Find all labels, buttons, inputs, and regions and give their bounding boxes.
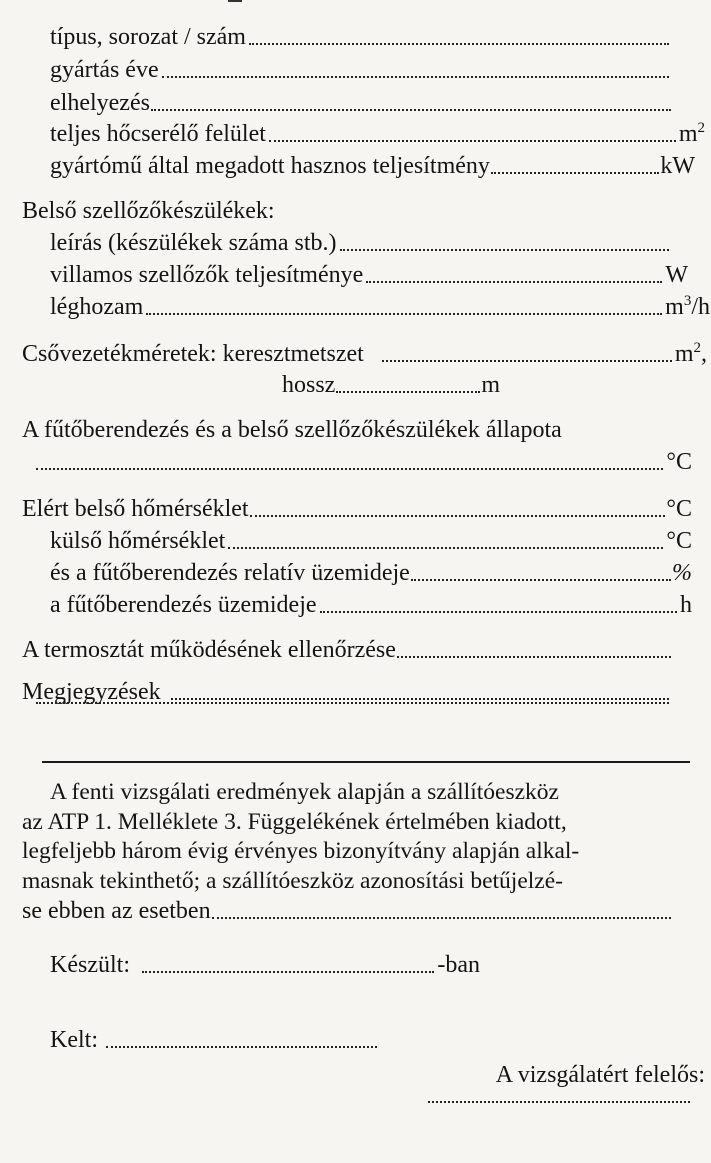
field-inner-temperature[interactable]	[22, 494, 692, 524]
field-made-in[interactable]	[50, 950, 480, 980]
field-label: típus, sorozat / szám	[50, 24, 246, 50]
field-outer-temperature[interactable]	[50, 526, 692, 556]
field-pipe-length[interactable]	[282, 370, 500, 400]
dotted-fill	[162, 76, 669, 78]
field-equipment-state-label: A fűtőberendezés és a belső szellőzőkészülékek állapota	[22, 417, 562, 443]
field-identification-mark[interactable]	[22, 896, 672, 926]
field-airflow[interactable]	[50, 292, 710, 322]
paragraph-line: A fenti vizsgálati eredmények alapján a szállítóeszköz	[50, 779, 559, 805]
field-unit: h	[680, 592, 692, 618]
dotted-fill	[382, 360, 672, 362]
field-label: léghozam	[50, 294, 144, 320]
dotted-fill	[249, 43, 669, 45]
dotted-fill	[142, 971, 434, 973]
dotted-fill	[320, 611, 677, 613]
field-equipment-state[interactable]	[36, 447, 692, 477]
certification-paragraph	[22, 778, 702, 896]
responsible-label: A vizsgálatért felelős:	[495, 1062, 705, 1088]
field-label: A termosztát működésének ellenőrzése	[22, 637, 396, 663]
dotted-fill	[269, 140, 676, 142]
field-unit: °C	[666, 496, 692, 522]
dotted-fill	[228, 547, 663, 549]
field-runtime[interactable]	[50, 590, 692, 620]
dotted-fill	[151, 109, 671, 111]
field-heat-exchanger-area[interactable]	[50, 119, 705, 149]
dotted-fill	[340, 249, 669, 251]
field-label: a fűtőberendezés üzemideje	[50, 592, 317, 618]
field-unit: %	[672, 560, 692, 586]
dotted-fill	[106, 1046, 377, 1048]
dotted-fill	[428, 1101, 690, 1103]
dotted-fill	[36, 702, 669, 704]
field-label: villamos szellőzők teljesítménye	[50, 262, 364, 288]
field-label: leírás (készülékek száma stb.)	[50, 230, 337, 256]
dotted-fill	[250, 515, 666, 517]
field-signature[interactable]	[428, 1108, 690, 1110]
field-label: Megjegyzések	[22, 679, 161, 705]
field-label: gyártás éve	[50, 57, 159, 83]
field-unit: kW	[660, 153, 695, 179]
field-date[interactable]	[50, 1025, 380, 1055]
field-label: hossz	[282, 372, 336, 398]
field-label: se ebben az esetben	[22, 898, 211, 924]
dotted-fill	[411, 579, 671, 581]
section-heading-ventilators: Belső szellőzőkészülékek:	[22, 198, 275, 224]
paragraph-line: az ATP 1. Melléklete 3. Függelékének értelmében kiadott,	[22, 808, 567, 835]
field-unit: m	[481, 372, 500, 398]
field-label: gyártómű által megadott hasznos teljesítmény	[50, 153, 490, 179]
field-label: elhelyezés	[50, 90, 150, 116]
dotted-fill	[146, 313, 662, 315]
dotted-fill	[36, 468, 663, 470]
field-label: Csővezetékméretek: keresztmetszet	[22, 341, 364, 367]
field-thermostat-check[interactable]	[22, 635, 672, 665]
field-label: Készült:	[50, 952, 130, 978]
section-divider	[42, 761, 690, 763]
field-suffix: -ban	[437, 952, 480, 978]
field-year[interactable]	[50, 55, 672, 85]
field-unit: $m^2$	[678, 120, 705, 147]
top-edge-mark	[228, 0, 242, 2]
field-rated-power[interactable]	[50, 151, 695, 181]
field-label: teljes hőcserélő felület	[50, 121, 266, 147]
field-unit: °C	[666, 449, 692, 475]
field-unit: °C	[666, 528, 692, 554]
field-description[interactable]	[50, 228, 672, 258]
field-label: Kelt:	[50, 1027, 98, 1053]
dotted-fill	[366, 281, 662, 283]
field-type-series[interactable]	[50, 22, 672, 52]
dotted-fill	[212, 917, 671, 919]
field-fan-power[interactable]	[50, 260, 688, 290]
dotted-fill	[336, 391, 480, 393]
field-unit: W	[665, 262, 688, 288]
field-label: és a fűtőberendezés relatív üzemideje	[50, 560, 410, 586]
field-location[interactable]	[50, 88, 672, 118]
field-label: Elért belső hőmérséklet	[22, 496, 249, 522]
field-relative-runtime[interactable]	[50, 558, 692, 588]
dotted-fill	[397, 656, 671, 658]
paragraph-line: masnak tekinthető; a szállítóeszköz azonosítási betűjelzé-	[22, 867, 563, 894]
field-pipe-cross-section[interactable]	[22, 339, 707, 369]
dotted-fill	[491, 172, 659, 174]
field-notes-continued[interactable]	[36, 709, 672, 711]
field-label: külső hőmérséklet	[50, 528, 226, 554]
paragraph-line: legfeljebb három évig érvényes bizonyítvány alapján alkal-	[22, 838, 580, 864]
dotted-fill	[171, 698, 669, 700]
field-unit: $m^2$,	[674, 340, 707, 367]
field-unit: $m^3/h$	[665, 293, 710, 320]
